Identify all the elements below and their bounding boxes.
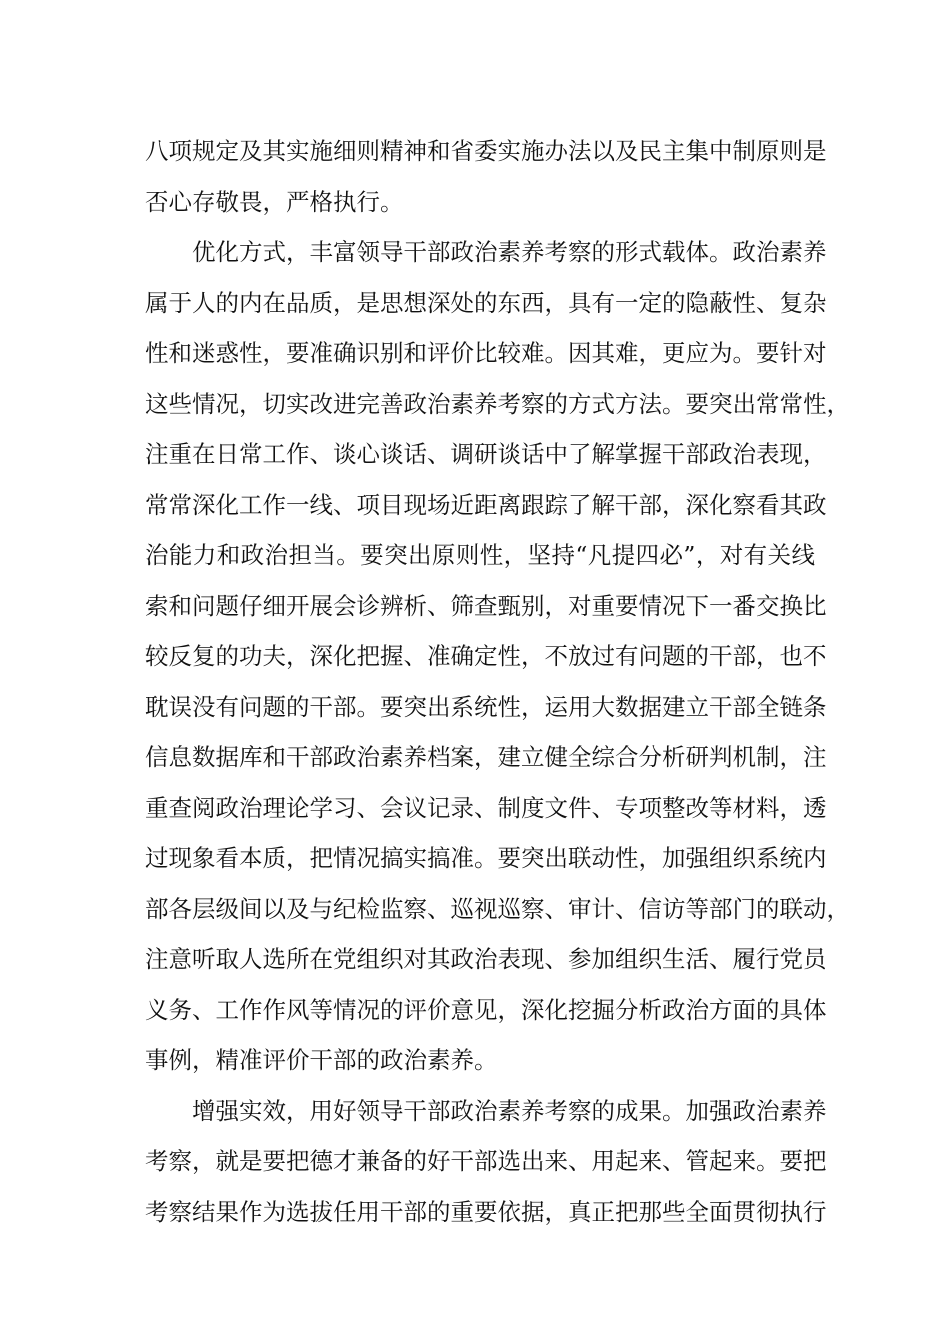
document-body (145, 126, 850, 1237)
paragraph-3-line-3: 考察结果作为选拔任用干部的重要依据，真正把那些全面贯彻执行 (145, 1197, 827, 1226)
paragraph-2-line-5: 注重在日常工作、谈心谈话、调研谈话中了解掌握干部政治表现， (145, 440, 827, 468)
paragraph-3-line-2: 考察，就是要把德才兼备的好干部选出来、用起来、管起来。要把 (145, 1147, 827, 1175)
paragraph-2-line-15: 注意听取人选所在党组织对其政治表现、参加组织生活、履行党员 (145, 945, 827, 973)
paragraph-2-line-10: 耽误没有问题的干部。要突出系统性，运用大数据建立干部全链条 (145, 692, 827, 721)
paragraph-2-line-16: 义务、工作作风等情况的评价意见，深化挖掘分析政治方面的具体 (145, 995, 827, 1024)
paragraph-1-line-2: 否心存敬畏，严格执行。 (145, 187, 404, 216)
paragraph-3-line-1: 增强实效，用好领导干部政治素养考察的成果。加强政治素养 (192, 1096, 827, 1125)
paragraph-2-line-12: 重查阅政治理论学习、会议记录、制度文件、专项整改等材料，透 (145, 793, 827, 822)
paragraph-2-line-6: 常常深化工作一线、项目现场近距离跟踪了解干部，深化察看其政 (145, 490, 827, 519)
paragraph-2-line-9: 较反复的功夫，深化把握、准确定性，不放过有问题的干部，也不 (145, 642, 827, 670)
paragraph-2-line-2: 属于人的内在品质，是思想深处的东西，具有一定的隐蔽性、复杂 (145, 288, 827, 317)
paragraph-2-line-14: 部各层级间以及与纪检监察、巡视巡察、审计、信访等部门的联动， (145, 894, 850, 923)
paragraph-2-line-7: 治能力和政治担当。要突出原则性，坚持“凡提四必”，对有关线 (145, 541, 815, 569)
paragraph-1-line-1: 八项规定及其实施细则精神和省委实施办法以及民主集中制原则是 (145, 137, 827, 165)
paragraph-2-line-13: 过现象看本质，把情况搞实搞准。要突出联动性，加强组织系统内 (145, 844, 827, 872)
paragraph-2-line-4: 这些情况，切实改进完善政治素养考察的方式方法。要突出常常性， (145, 389, 850, 418)
paragraph-2-line-3: 性和迷惑性，要准确识别和评价比较难。因其难，更应为。要针对 (145, 339, 827, 367)
paragraph-2-line-1: 优化方式，丰富领导干部政治素养考察的形式载体。政治素养 (192, 238, 827, 266)
paragraph-2-line-8: 索和问题仔细开展会诊辨析、筛查甄别，对重要情况下一番交换比 (145, 591, 827, 620)
paragraph-2-line-11: 信息数据库和干部政治素养档案，建立健全综合分析研判机制，注 (145, 743, 827, 771)
paragraph-2-line-17: 事例，精准评价干部的政治素养。 (145, 1046, 498, 1074)
